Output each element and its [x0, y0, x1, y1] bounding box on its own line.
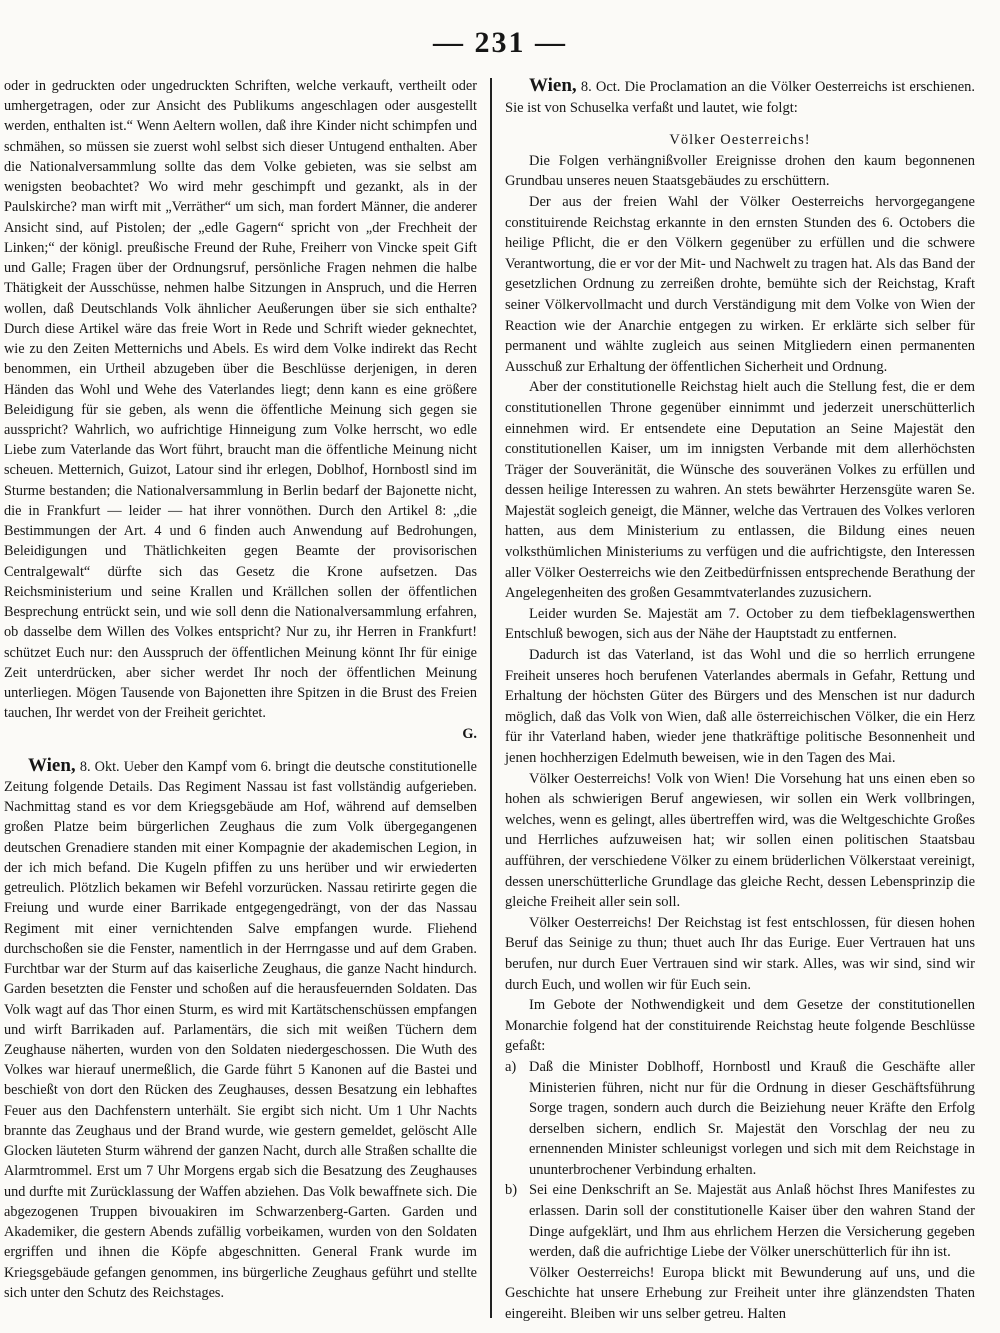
- dateline: Wien,: [28, 754, 76, 776]
- paragraph: Der aus der freien Wahl der Völker Oesterreichs hervorgegangene constituirende Reichstag erkannte in den ernsten Stunden des 6. Octobers die heilige Pflicht, die er den Völkern gegenüber zu erfüllen und die schwere Verantwortung, die er vor der Mit- und Nachwelt zu tragen hat. Als das Band der gesetzlichen Ordnung zu zerreißen drohte, bemühte sich der Reichstag, Kraft seiner Völkervollmacht und durch Verständigung mit dem Volke von Wien der Reaction wie der Anarchie entgegen zu wirken. Er erklärte sich selber für permanent und wählte zugleich aus seinen Mitgliedern einen permanenten Ausschuß zur Erhaltung der öffentlichen Sicherheit und Ordnung.: [505, 193, 975, 375]
- item-text: Sei eine Denkschrift an Se. Majestät aus Anlaß höchst Ihres Manifestes zu erlassen. Darin soll der constitutionelle Kaiser über den wahren Stand der Dinge aufgeklärt, und Ihm aus ehrlichem Herzen die Versicherung gegeben werden, daß die aufrichtige Liebe der Völker unerschütterlich für ihn ist.: [529, 1182, 975, 1261]
- item-label: b): [505, 1182, 518, 1199]
- left-column: [4, 76, 477, 1303]
- intro-text: 8. Oct. Die Proclamation an die Völker Oesterreichs ist erschienen. Sie ist von Schuselka verfaßt und lautet, wie folgt:: [505, 79, 976, 116]
- resolution-item: [505, 1180, 975, 1262]
- dateline: Wien,: [529, 75, 577, 96]
- paragraph: Im Gebote der Nothwendigkeit und dem Gesetze der constitutionellen Monarchie folgend hat der constituirende Reichstag heute folgende Beschlüsse gefaßt:: [505, 997, 975, 1055]
- wien-report-article: [4, 756, 477, 1303]
- item-text: Daß die Minister Doblhoff, Hornbostl und Krauß die Geschäfte aller Ministerien führen, nicht nur für die Ordnung in dieser Geschäftsführung Sorge tragen, sondern auch durch die Beiziehung neuer Kräfte den Erfolg derselben sichern, endlich Sr. Majestät den Vorschlag der neu zu ernennenden Minister schleunigst vorlegen und sich mit dem Reichstage in ununterbrochener Verbindung erhalten.: [529, 1058, 975, 1178]
- paragraph: Leider wurden Se. Majestät am 7. October zu dem tiefbeklagenswerthen Entschluß bewogen, sich aus der Nähe der Hauptstadt zu entfernen.: [505, 605, 975, 643]
- paragraph: Die Folgen verhängnißvoller Ereignisse drohen den kaum begonnenen Grundbau unseres neuen Staatsgebäudes zu erschüttern.: [505, 152, 975, 190]
- paragraph: Dadurch ist das Vaterland, ist das Wohl und die so herrlich errungene Freiheit unseres hoch berufenen Vaterlandes abermals in Gefahr, Rettung und Erhaltung der höchsten Güter des Bürgers und des Menschen ist nur dadurch möglich, daß das Volk von Wien, daß alle österreichischen Völker, die ein Herz für ihr Vaterland haben, wieder jene thatkräftige politische Besonnenheit und jenen hochherzigen Edelmuth beweisen, wie in den Tagen des Mai.: [505, 647, 975, 766]
- right-column: [505, 76, 975, 1325]
- paragraph: Aber der constitutionelle Reichstag hielt auch die Stellung fest, die er dem constitutionellen Throne gegenüber einnimmt und jederzeit unerschütterlich einnehmen wird. Er entsendete eine Deputation an Seine Majestät den constitutionellen Kaiser, um im innigsten Verbande mit dem allerhöchsten Träger der Souveränität, die Wünsche des souveränen Volkes zu erfüllen und dessen heilige Interessen zu wahren. An stets bewährter Herzensgüte waren Se. Majestät sogleich geneigt, die Männer, welche das Vertrauen des Volkes verloren hatten, aus dem Ministerium zu entlassen, die Bildung eines neuen volksthümlichen Ministeriums zu verfügen und die aufrichtigste, den Interessen aller Völker Oesterreichs wie den Zeitbedürfnissen entsprechende Berathung der Angelegenheiten des großen Gesammtvaterlandes zuzusichern.: [505, 379, 975, 602]
- paragraph: Völker Oesterreichs! Volk von Wien! Die Vorsehung hat uns einen eben so hohen als schwierigen Beruf angewiesen, wir sollen ein Werk vollbringen, welches, wenn es gelingt, alles übertreffen wird, was die Weltgeschichte Großes und Herrliches aufzuweisen hat; wir sollen einen politischen Staatsbau aufführen, der verschiedene Völker zu einem brüderlichen Völkerstaat vereinigt, dessen unerschütterliche Grundlage das gleiche Recht, dessen Lebensprinzip die gleiche Freiheit aller sein soll.: [505, 770, 975, 911]
- page-number: — 231 —: [433, 26, 567, 59]
- closing-paragraph: Völker Oesterreichs! Europa blickt mit Bewunderung auf uns, und die Geschichte hat unsere Erhebung zur Freiheit unter ihre glänzendsten Thaten eingereiht. Bleiben wir uns selber getreu. Halten: [505, 1264, 975, 1323]
- item-label: a): [505, 1058, 517, 1075]
- resolution-item: [505, 1057, 975, 1181]
- proclamation-heading: Völker Oesterreichs!: [669, 132, 811, 149]
- article-body: 8. Okt. Ueber den Kampf vom 6. bringt die deutsche constitutionelle Zeitung folgende Details. Das Regiment Nassau ist fast vollständig aufgerieben. Nachmittag stand es vor dem Kriegsgebäude am Hof, während auf demselben großen Platze beim bürgerlichen Zeughaus die zum Volk übergegangenen deutschen Grenadiere standen mit einer Kompagnie der akademischen Legion, in der ich mich befand. Die Kugeln pfiffen zu uns herüber und wir erwiederten getreulich. Plötzlich bekamen wir Befehl vorzurücken. Nassau retirirte gegen die Freiung und wurde einer Barrikade entgegengedrängt, von der das Nassau Regiment mit einer vernichtenden Salve empfangen wurde. Fliehend durchschoßen sie die Fenster, namentlich in der Herrngasse und auf dem Graben. Furchtbar war der Sturm auf das kaiserliche Zeughaus, die ganze Nacht hindurch. Garden besetzten die Fenster und schoßen auf die herausfeuernden Soldaten. Das Volk wagt auf das Thor einen Sturm, es wird mit Kartätschenschüssen empfangen und wirft Barrikaden auf. Parlamentärs, die sich mit weißen Tüchern dem Zeughause näherten, wurden von den Soldaten niedergeschossen. Die Wuth des Volkes war hierauf unermeßlich, die Garde führt 5 Kanonen auf die Bastei und beschießt von dort den Rücken des Zeughauses, dessen Besatzung ein lebhaftes Feuer aus den Dachfenstern unterhält. Sie ergibt sich nicht. Um 1 Uhr Nachts brannte das Zeughaus und der Brand wurde, wie gestern gemeldet, gelöscht Alle Glocken läuteten Sturm während der ganzen Nacht, durch alle Straßen schallte die Alarmtrommel. Erst um 7 Uhr Morgens ergab sich die Besatzung des Zeughauses und durfte mit Zurücklassung der Waffen abziehen. Das Volk bewaffnete sich. Die abgezogenen Truppen bivouakiren im Schwarzenberg-Garten. Garden und Akademiker, die gestern Abends zufällig vorbeikamen, wurden von den Soldaten ergriffen und ihnen die Köpfe abgeschnitten. General Frank wurde im Kriegsgebäude gefangen genommen, ins bürgerliche Zeughaus geführt und stellte sich unter den Schutz des Reichstages.: [4, 758, 477, 1301]
- proclamation-intro: [505, 76, 975, 118]
- paragraph: Völker Oesterreichs! Der Reichstag ist fest entschlossen, für diesen hohen Beruf das Seinige zu thun; thuet auch Ihr das Eurige. Euer Vertrauen hat uns berufen, nur durch Euer Vertrauen sind wir stark. Alles, was wir sind, sind wir durch Euch, und wollen wir für Euch sein.: [505, 914, 975, 993]
- author-signature: G.: [462, 725, 477, 742]
- column-divider: [490, 78, 492, 1318]
- article-continuation: oder in gedruckten oder ungedruckten Schriften, welche verkauft, vertheilt oder umhergetragen, oder zur Ansicht des Publikums angeschlagen oder ausgestellt werden, enthalten ist.“ Wenn Aeltern wollen, daß ihre Kinder nicht schimpfen und schmähen, so müssen sie zuerst wohl selbst sich dieser Untugend enthalten. Aber die Nationalversammlung sollte das dem Volke gebieten, was sie selbst am wenigsten beobachtet? Wo wird mehr geschimpft und gezankt, als in der Paulskirche? man wirft mit „Verräther“ um sich, man fordert Männer, die anderer Ansicht sind, auf Pistolen; der „edle Gagern“ spricht von „der Frechheit der Linken;“ der königl. preußische Freund der Ruhe, Freiherr von Vincke speit Gift und Galle; Fragen über der Ordnungsruf, persönliche Fragen nehmen die halbe Thätigkeit der Ausschüsse, nehmen halbe Sitzungen in Anspruch, und die Herren wollen, daß Deutschlands Volk ähnlicher Aeußerungen über sie sich enthalte? Durch diese Artikel wäre das freie Wort in Rede und Schrift wieder geknechtet, wie zu den Zeiten Metternichs und Abels. Es wird dem Volke indirekt das Recht benommen, ein Urtheil abzugeben über die Beschlüsse derjenigen, in deren Händen das Wohl und Wehe des Vaterlandes liegt; denn kann es eine größere Beleidigung für sie geben, als wenn die öffentliche Meinung sich gegen sie ausspricht? Wahrlich, wo aufrichtige Hinneigung zum Volke herrscht, wo edle Liebe zum Vaterlande das Wort führt, braucht man die öffentliche Meinung nicht scheuen. Metternich, Guizot, Latour sind ihr erlegen, Doblhof, Hornbostl sind im Sturme bestanden; die Nationalversammlung in Berlin bedarf der Bajonette nicht, die in Frankfurt — leider — hat ihrer vonnöthen. Durch den Artikel 8: „die Bestimmungen der Art. 4 und 6 finden auch Anwendung auf Bedrohungen, Beleidigungen und Thätlichkeiten gegen Beamte der provisorischen Centralgewalt“ dürfte sich das Gesetz die Krone aufsetzen. Das Reichsministerium und seine Krallen und Krällchen sollen der öffentlichen Besprechung entrückt sein, und wie soll denn die Nationalversammlung erfahren, ob dasselbe dem Willen des Volkes entspricht? Nur zu, ihr Herren in Frankfurt! schützet Euch nur: den Ausspruch der öffentlichen Meinung könnt Ihr für einige Zeit unterdrücken, aber sicher werdet Ihr noch der öffentlichen Meinung unterliegen. Mögen Tausende von Bajonetten ihre Spitzen in die Brust des Freien tauchen, Ihr werdet von der Freiheit gerichtet.: [4, 78, 477, 722]
